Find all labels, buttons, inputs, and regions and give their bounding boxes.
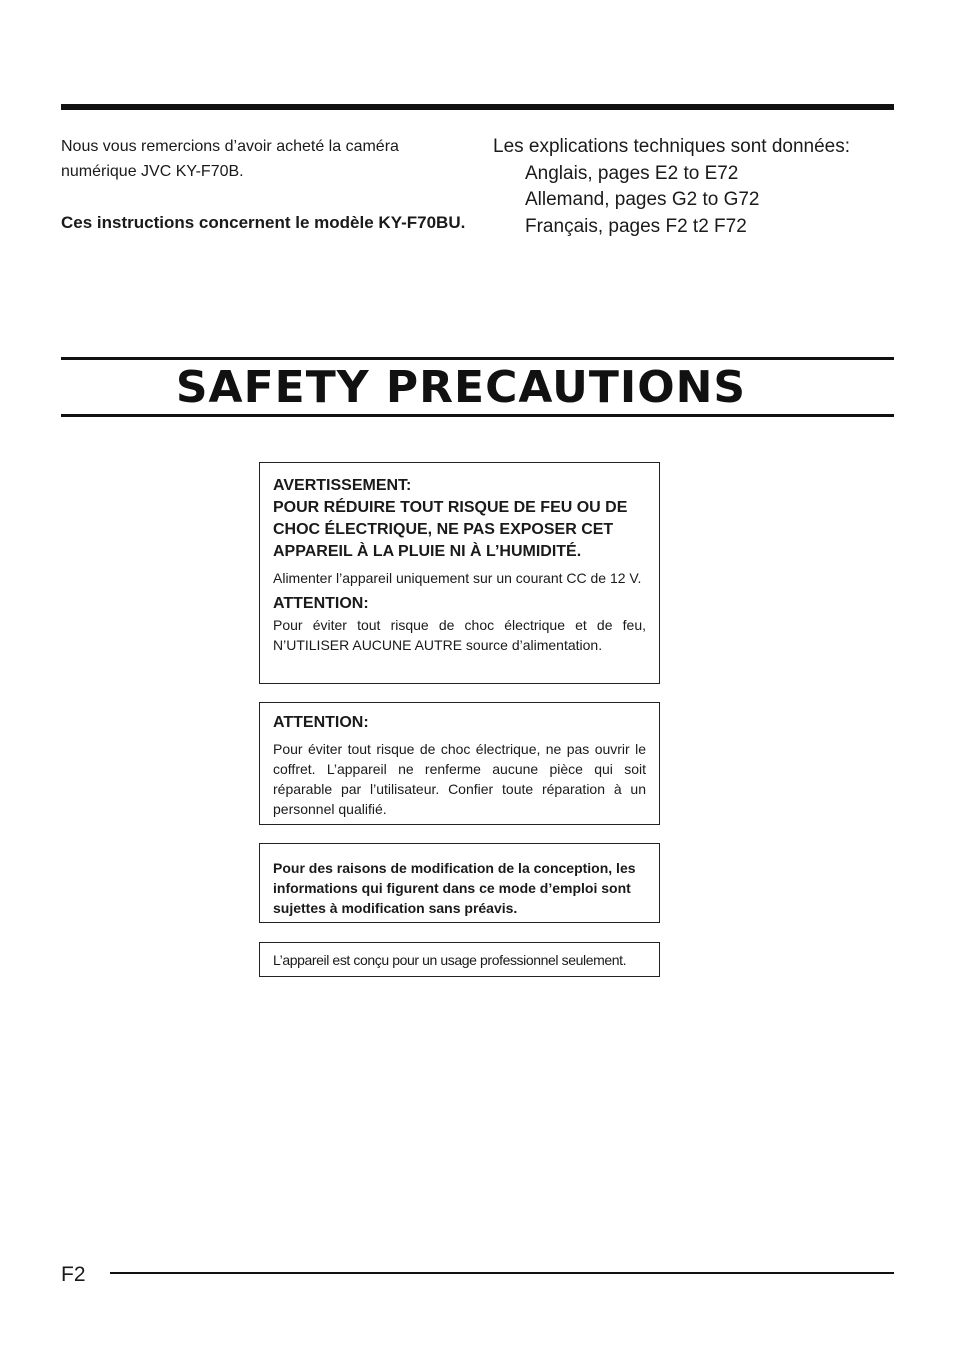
professional-use-note: L’appareil est conçu pour un usage professionnel seulement. [273,952,627,968]
attention-box [259,702,660,825]
thank-you-paragraph: Nous vous remercions d’avoir acheté la caméra numérique JVC KY-F70B. [61,138,399,180]
title-rule-bottom [61,414,894,417]
warning-text: POUR RÉDUIRE TOUT RISQUE DE FEU OU DE CHOC ÉLECTRIQUE, NE PAS EXPOSER CET APPAREIL À LA PLUIE NI À L’HUMIDITÉ. [273,499,628,560]
languages-heading: Les explications techniques sont données: [493,136,851,157]
warning-box [259,462,660,684]
professional-use-box [259,942,660,977]
page-number: F2 [61,1263,86,1286]
model-note: Ces instructions concernent le modèle KY-F70BU. [61,213,466,232]
top-rule [61,104,894,110]
intro-right-column [493,134,903,240]
attention-heading: ATTENTION: [273,714,369,731]
warning-heading: AVERTISSEMENT: [273,477,412,494]
attention-text: Pour éviter tout risque de choc électrique, ne pas ouvrir le coffret. L’appareil ne renferme aucune pièce qui soit réparable par l’utilisateur. Confier toute réparation à un personnel qualifié. [273,741,646,817]
intro-left-column [61,134,471,236]
modification-notice: Pour des raisons de modification de la conception, les informations qui figurent dans ce mode d’emploi sont sujettes à modification sans préavis. [273,860,636,916]
page-title: SAFETY PRECAUTIONS [175,362,747,413]
language-item-german: Allemand, pages G2 to G72 [525,189,760,210]
attention-text: Pour éviter tout risque de choc électrique et de feu, N’UTILISER AUCUNE AUTRE source d’alimentation. [273,617,646,653]
bottom-rule [110,1272,894,1274]
attention-heading: ATTENTION: [273,595,369,612]
title-rule-top [61,357,894,360]
language-item-french: Français, pages F2 t2 F72 [525,215,747,237]
language-item-english: Anglais, pages E2 to E72 [525,162,739,184]
modification-notice-box [259,843,660,923]
power-note: Alimenter l’appareil uniquement sur un courant CC de 12 V. [273,570,642,586]
